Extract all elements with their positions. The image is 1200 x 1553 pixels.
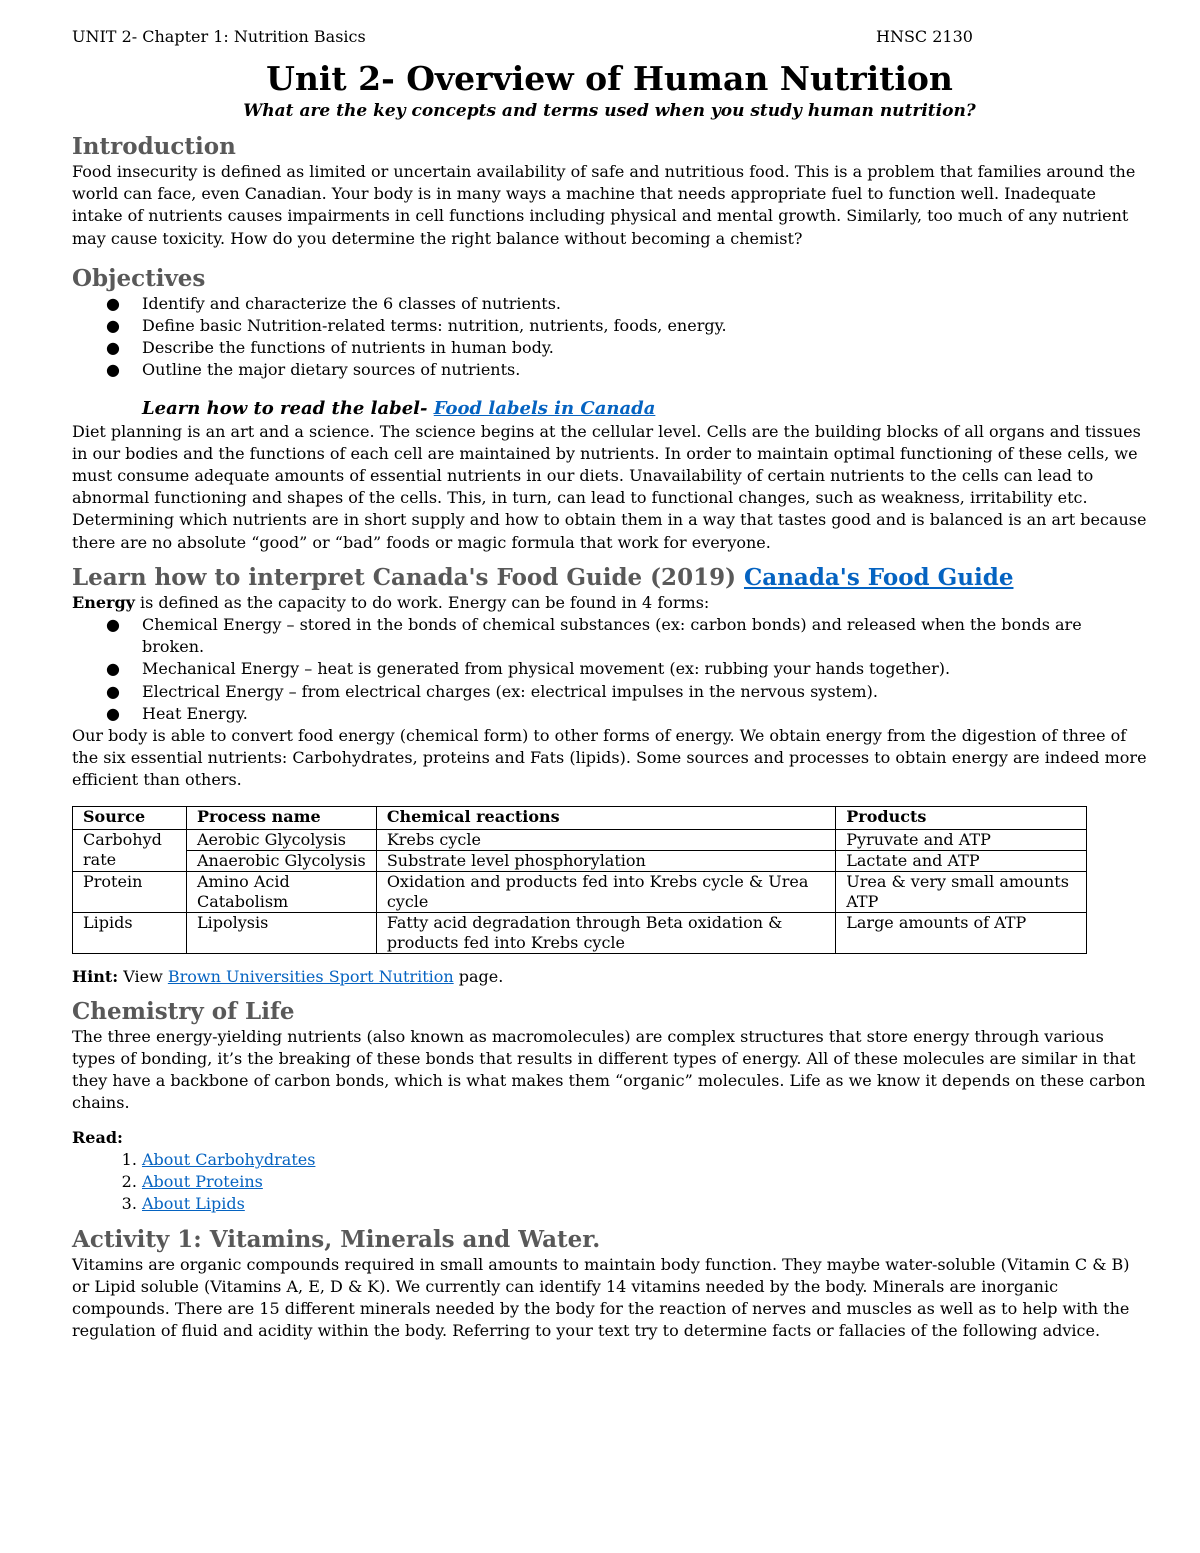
table-row xyxy=(73,850,1087,871)
chemistry-heading: Chemistry of Life xyxy=(72,997,295,1025)
table-cell-product: Lactate and ATP xyxy=(836,850,1087,871)
table-cell-product: Urea & very small amounts ATP xyxy=(836,871,1087,912)
table-row xyxy=(73,912,1087,953)
energy-conversion-text: Our body is able to convert food energy (chemical form) to other forms of energy. We obtain energy from the digestion of three of the six essential nutrients: Carbohydrates, proteins and Fats (lipids). Some sources and processes to obtain energy are indeed more efficient than others. xyxy=(72,726,1147,790)
list-item xyxy=(106,681,1147,703)
energy-definition xyxy=(72,592,1147,614)
activity-text: Vitamins are organic compounds required in small amounts to maintain body function. They maybe water-soluble (Vitamin C & B) or Lipid soluble (Vitamins A, E, D & K). We currently can identify 14 vitamins needed by the body. Minerals are inorganic compounds. There are 15 different minerals needed by the body for the reaction of nerves and muscles as well as to help with the regulation of fluid and acidity within the body. Referring to your text try to determine facts or fallacies of the following advice. xyxy=(72,1254,1130,1341)
bullet-icon: ● xyxy=(106,703,120,723)
label-section-title xyxy=(72,397,1147,421)
list-item-text: Chemical Energy – stored in the bonds of chemical substances (ex: carbon bonds) and released when the bonds are broken. xyxy=(142,615,1082,657)
table-cell-source: Carbohyd rate xyxy=(73,829,187,871)
list-item-text: Outline the major dietary sources of nutrients. xyxy=(142,360,521,380)
introduction-text: Food insecurity is defined as limited or uncertain availability of safe and nutritious food. This is a problem that families around the world can face, even Canadian. Your body is in many ways a machine that needs appropriate fuel to function well. Inadequate intake of nutrients causes impairments in cell functions including physical and mental growth. Similarly, too much of any nutrient may cause toxicity. How do you determine the right balance without becoming a chemist? xyxy=(72,162,1136,248)
table-cell-reaction: Substrate level phosphorylation xyxy=(376,850,835,871)
table-cell-process: Lipolysis xyxy=(186,912,376,953)
table-row xyxy=(73,829,1087,850)
table-row xyxy=(73,871,1087,912)
bullet-icon: ● xyxy=(106,316,120,336)
about-carbohydrates-link[interactable]: About Carbohydrates xyxy=(142,1149,316,1169)
label-section-prefix: Learn how to read the label- xyxy=(142,397,428,419)
chemistry-text: The three energy-yielding nutrients (also known as macromolecules) are complex structures that store energy through various types of bonding, it’s the breaking of these bonds that results in different types of energy. All of these molecules are similar in that they have a backbone of carbon bonds, which is what makes them “organic” molecules. Life as we know it depends on these carbon chains. xyxy=(72,1026,1146,1113)
header-course-code: HNSC 2130 xyxy=(876,27,973,46)
table-cell-source: Protein xyxy=(73,871,187,912)
list-item-text: Electrical Energy – from electrical charges (ex: electrical impulses in the nervous system). xyxy=(142,681,878,701)
read-label: Read: xyxy=(72,1127,123,1147)
list-item-text: Define basic Nutrition-related terms: nutrition, nutrients, foods, energy. xyxy=(142,316,727,336)
list-item-text: Heat Energy. xyxy=(142,703,248,723)
table-cell-process: Aerobic Glycolysis xyxy=(186,829,376,850)
list-item xyxy=(142,1149,1147,1171)
page-title: Unit 2- Overview of Human Nutrition xyxy=(266,59,953,98)
page-header xyxy=(72,27,1147,51)
energy-process-table xyxy=(72,806,1087,954)
hint-line xyxy=(72,966,1147,988)
energy-term: Energy xyxy=(72,592,135,612)
list-item xyxy=(106,359,1147,381)
about-lipids-link[interactable]: About Lipids xyxy=(142,1194,245,1214)
list-item xyxy=(106,315,1147,337)
food-guide-heading xyxy=(72,564,1147,592)
bullet-icon: ● xyxy=(106,338,120,358)
reading-list xyxy=(72,1149,1147,1216)
header-course-chapter: UNIT 2- Chapter 1: Nutrition Basics xyxy=(72,27,366,46)
list-item-text: Mechanical Energy – heat is generated from physical movement (ex: rubbing your hands together). xyxy=(142,659,951,679)
sport-nutrition-link[interactable]: Brown Universities Sport Nutrition xyxy=(167,966,454,986)
list-item xyxy=(142,1171,1147,1193)
list-item xyxy=(106,703,1147,725)
bullet-icon: ● xyxy=(106,293,120,313)
hint-post: page. xyxy=(453,966,504,986)
objectives-heading: Objectives xyxy=(72,264,206,292)
bullet-icon: ● xyxy=(106,659,120,679)
bullet-icon: ● xyxy=(106,615,120,635)
table-cell-reaction: Fatty acid degradation through Beta oxidation & products fed into Krebs cycle xyxy=(376,912,835,953)
food-guide-heading-text: Learn how to interpret Canada's Food Guide (2019) xyxy=(72,563,736,591)
table-cell-reaction: Oxidation and products fed into Krebs cycle & Urea cycle xyxy=(376,871,835,912)
table-cell-process: Amino Acid Catabolism xyxy=(186,871,376,912)
food-guide-link[interactable]: Canada's Food Guide xyxy=(743,563,1014,591)
table-cell-reaction: Krebs cycle xyxy=(376,829,835,850)
list-item-text: Describe the functions of nutrients in human body. xyxy=(142,338,554,358)
introduction-heading: Introduction xyxy=(72,133,236,160)
hint-label: Hint: xyxy=(72,966,119,986)
bullet-icon: ● xyxy=(106,360,120,380)
table-header: Source xyxy=(73,806,187,829)
table-header: Chemical reactions xyxy=(376,806,835,829)
table-cell-product: Pyruvate and ATP xyxy=(836,829,1087,850)
page-subtitle: What are the key concepts and terms used when you study human nutrition? xyxy=(243,101,976,121)
table-header: Process name xyxy=(186,806,376,829)
energy-forms-list xyxy=(72,614,1147,725)
activity-heading: Activity 1: Vitamins, Minerals and Water. xyxy=(72,1225,601,1253)
food-labels-link[interactable]: Food labels in Canada xyxy=(433,397,656,419)
list-item xyxy=(106,614,1147,658)
hint-pre: View xyxy=(118,966,168,986)
objectives-list xyxy=(72,293,1147,382)
table-header-row xyxy=(73,806,1087,829)
list-item xyxy=(106,658,1147,680)
about-proteins-link[interactable]: About Proteins xyxy=(142,1172,263,1192)
list-item xyxy=(106,337,1147,359)
document-content xyxy=(72,27,1147,1342)
table-cell-process: Anaerobic Glycolysis xyxy=(186,850,376,871)
table-header: Products xyxy=(836,806,1087,829)
bullet-icon: ● xyxy=(106,681,120,701)
list-item-text: Identify and characterize the 6 classes of nutrients. xyxy=(142,293,562,313)
table-cell-product: Large amounts of ATP xyxy=(836,912,1087,953)
diet-planning-text: Diet planning is an art and a science. The science begins at the cellular level. Cells are the building blocks of all organs and tissues in our bodies and the functions of each cell are maintained by nutrients. In order to maintain optimal functioning of these cells, we must consume adequate amounts of essential nutrients in our diets. Unavailability of certain nutrients to the cells can lead to abnormal functioning and shapes of the cells. This, in turn, can lead to functional changes, such as weakness, irritability etc. Determining which nutrients are in short supply and how to obtain them in a way that tastes good and is balanced is an art because there are no absolute “good” or “bad” foods or magic formula that work for everyone. xyxy=(72,421,1147,552)
list-item xyxy=(142,1193,1147,1215)
table-cell-source: Lipids xyxy=(73,912,187,953)
list-item xyxy=(106,293,1147,315)
energy-definition-text: is defined as the capacity to do work. Energy can be found in 4 forms: xyxy=(134,592,710,612)
